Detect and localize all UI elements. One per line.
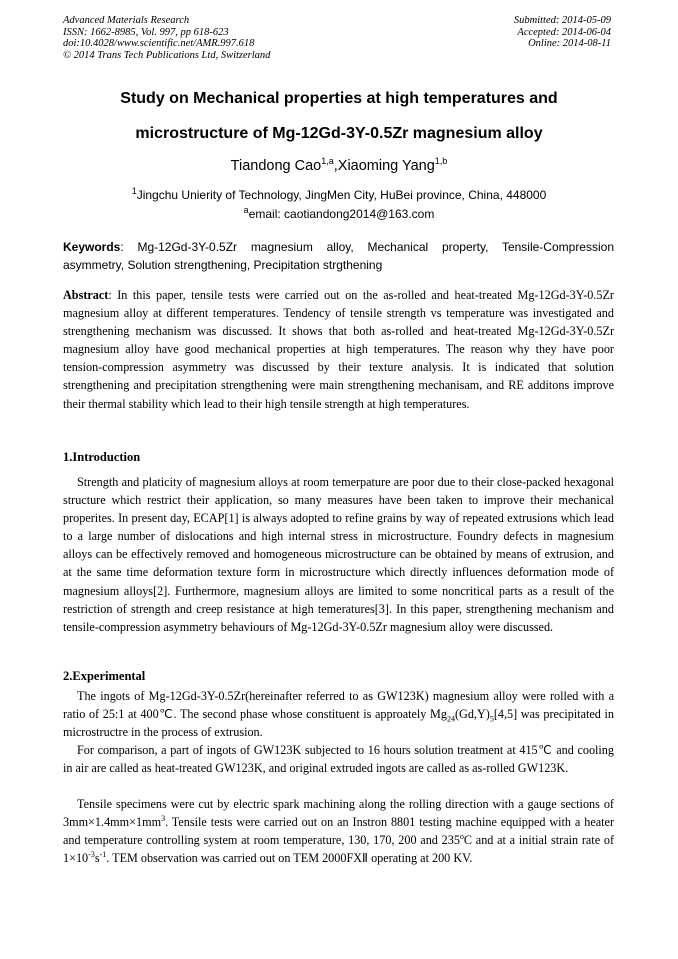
text-run: . Tensile tests were carried out on an Instron 8801 testing machine equipped with a heater and temperature controlling system at room temperature, 130, 170, 200 and 235 [63,815,614,848]
email-superscript: a [243,205,249,215]
abstract-label: Abstract [63,288,109,302]
affiliation [40,188,638,202]
subscript: 24 [446,714,455,724]
paper-title-line-1: Study on Mechanical properties at high temperatures and [120,90,558,107]
introduction-paragraph: Strength and platicity of magnesium alloys at room temerpature are poor due to their close-packed hexagonal structure which restrict their application, so many measures have been taken to improve their mechanical properites. In present day, ECAP[1] is always adopted to refine grains by way of repeated extrusions which lead to a large number of dislocations and high internal stress in microstructure. Foundry defects in magnesium alloys can be effectively removed and homogeneous microstructure can be obtained by means of extrusion, and at the same time deformation texture form in microstructure which directly influences deformation mode of magnesium alloys[2]. Furthermore, magnesium alloys are limited to some noncritical parts as a result of the restriction of strength and creep resistance at high temeratures[3]. In this paper, strengthening mechanism and tensile-compression asymmetry behaviours of Mg-12Gd-3Y-0.5Zr magnesium alloy were discussed. [63,475,614,634]
date-online: Online: 2014-08-11 [528,38,611,50]
journal-issn: ISSN: 1662-8985, Vol. 997, pp 618-623 [63,26,229,38]
text-run: Tensile specimens were cut by electric spark machining along the rolling direction with a gauge sections of 3mm×1.4mm×1mm [63,797,614,830]
author-email [40,207,638,221]
author-name: Tiandong Cao [230,158,322,174]
journal-header-right [514,15,611,50]
journal-doi[interactable]: doi:10.4028/www.scientific.net/AMR.997.618 [63,38,255,50]
superscript: o [459,832,464,842]
text-run: The ingots of Mg-12Gd-3Y-0.5Zr(hereinafter referred to as GW123K) magnesium alloy were rolled with a ratio of 25:1 at 400℃. The second phase whose constituent is approately Mg [63,689,614,722]
superscript: -3 [88,850,95,860]
affiliation-superscript: 1 [131,186,137,196]
text-run: (Gd,Y) [454,707,490,722]
paper-title-line-2: microstructure of Mg-12Gd-3Y-0.5Zr magnesium alloy [135,125,543,142]
text-run: C and at a initial strain rate of 1×10 [63,833,614,866]
subscript: 5 [489,714,494,724]
section-heading-introduction: 1.Introduction [63,450,141,464]
keywords-block [63,238,614,274]
keywords-label: Keywords [63,240,121,254]
text-run: s [94,851,100,866]
abstract-text: : In this paper, tensile tests were carried out on the as-rolled and heat-treated Mg-12Gd-3Y-0.5Zr magnesium alloy at different temperatures. Tendency of tensile strength vs temperature was investigated and strengthening mechanism was discussed. It shows that both as-rolled and heat-treated Mg-12Gd-3Y-0.5Zr magnesium alloy have good mechanical properties at high temperatures. The reason why they have poor tension-compression asymmetry was discussed by their texture analysis. It is indicated that solution strengthening and precipitation strengthening were main strengthening mechanisam, and RE additons improve their thermal stability which lead to their high tensile strength at high temperatures. [63,288,614,411]
superscript: 3 [161,814,166,824]
section-heading-experimental: 2.Experimental [63,669,146,683]
superscript: -1 [99,850,107,860]
email-text[interactable]: email: caotiandong2014@163.com [248,207,435,221]
experimental-paragraph-1 [63,687,614,741]
keywords-text: : Mg-12Gd-3Y-0.5Zr magnesium alloy, Mechanical property, Tensile-Compression asymmetry, Solution strengthening, Precipitation strgthening [63,240,614,272]
author-superscript: 1,a [321,156,334,167]
journal-name: Advanced Materials Research [63,15,190,26]
date-submitted: Submitted: 2014-05-09 [513,15,611,26]
author-name: Xiaoming Yang [337,158,435,174]
journal-header-left [63,15,270,61]
abstract-block [63,286,614,413]
author-separator: , [333,158,338,174]
experimental-paragraph-2: For comparison, a part of ingots of GW123K subjected to 16 hours solution treatment at 415℃ and cooling in air are called as heat-treated GW123K, and original extruded ingots are called as as-rolled GW123K. [63,743,614,776]
text-run: [4,5] was precipitated in microstructre in the process of extrusion. [63,707,614,740]
experimental-paragraph-3 [63,795,614,867]
author-list [40,158,638,174]
author-superscript: 1,b [434,156,448,167]
date-accepted: Accepted: 2014-06-04 [517,26,611,38]
text-run: . TEM observation was carried out on TEM 2000FXⅡ operating at 200 KV. [106,851,473,866]
journal-copyright: © 2014 Trans Tech Publications Ltd, Switzerland [63,49,271,61]
affiliation-text: Jingchu Unierity of Technology, JingMen City, HuBei province, China, 448000 [136,188,547,202]
